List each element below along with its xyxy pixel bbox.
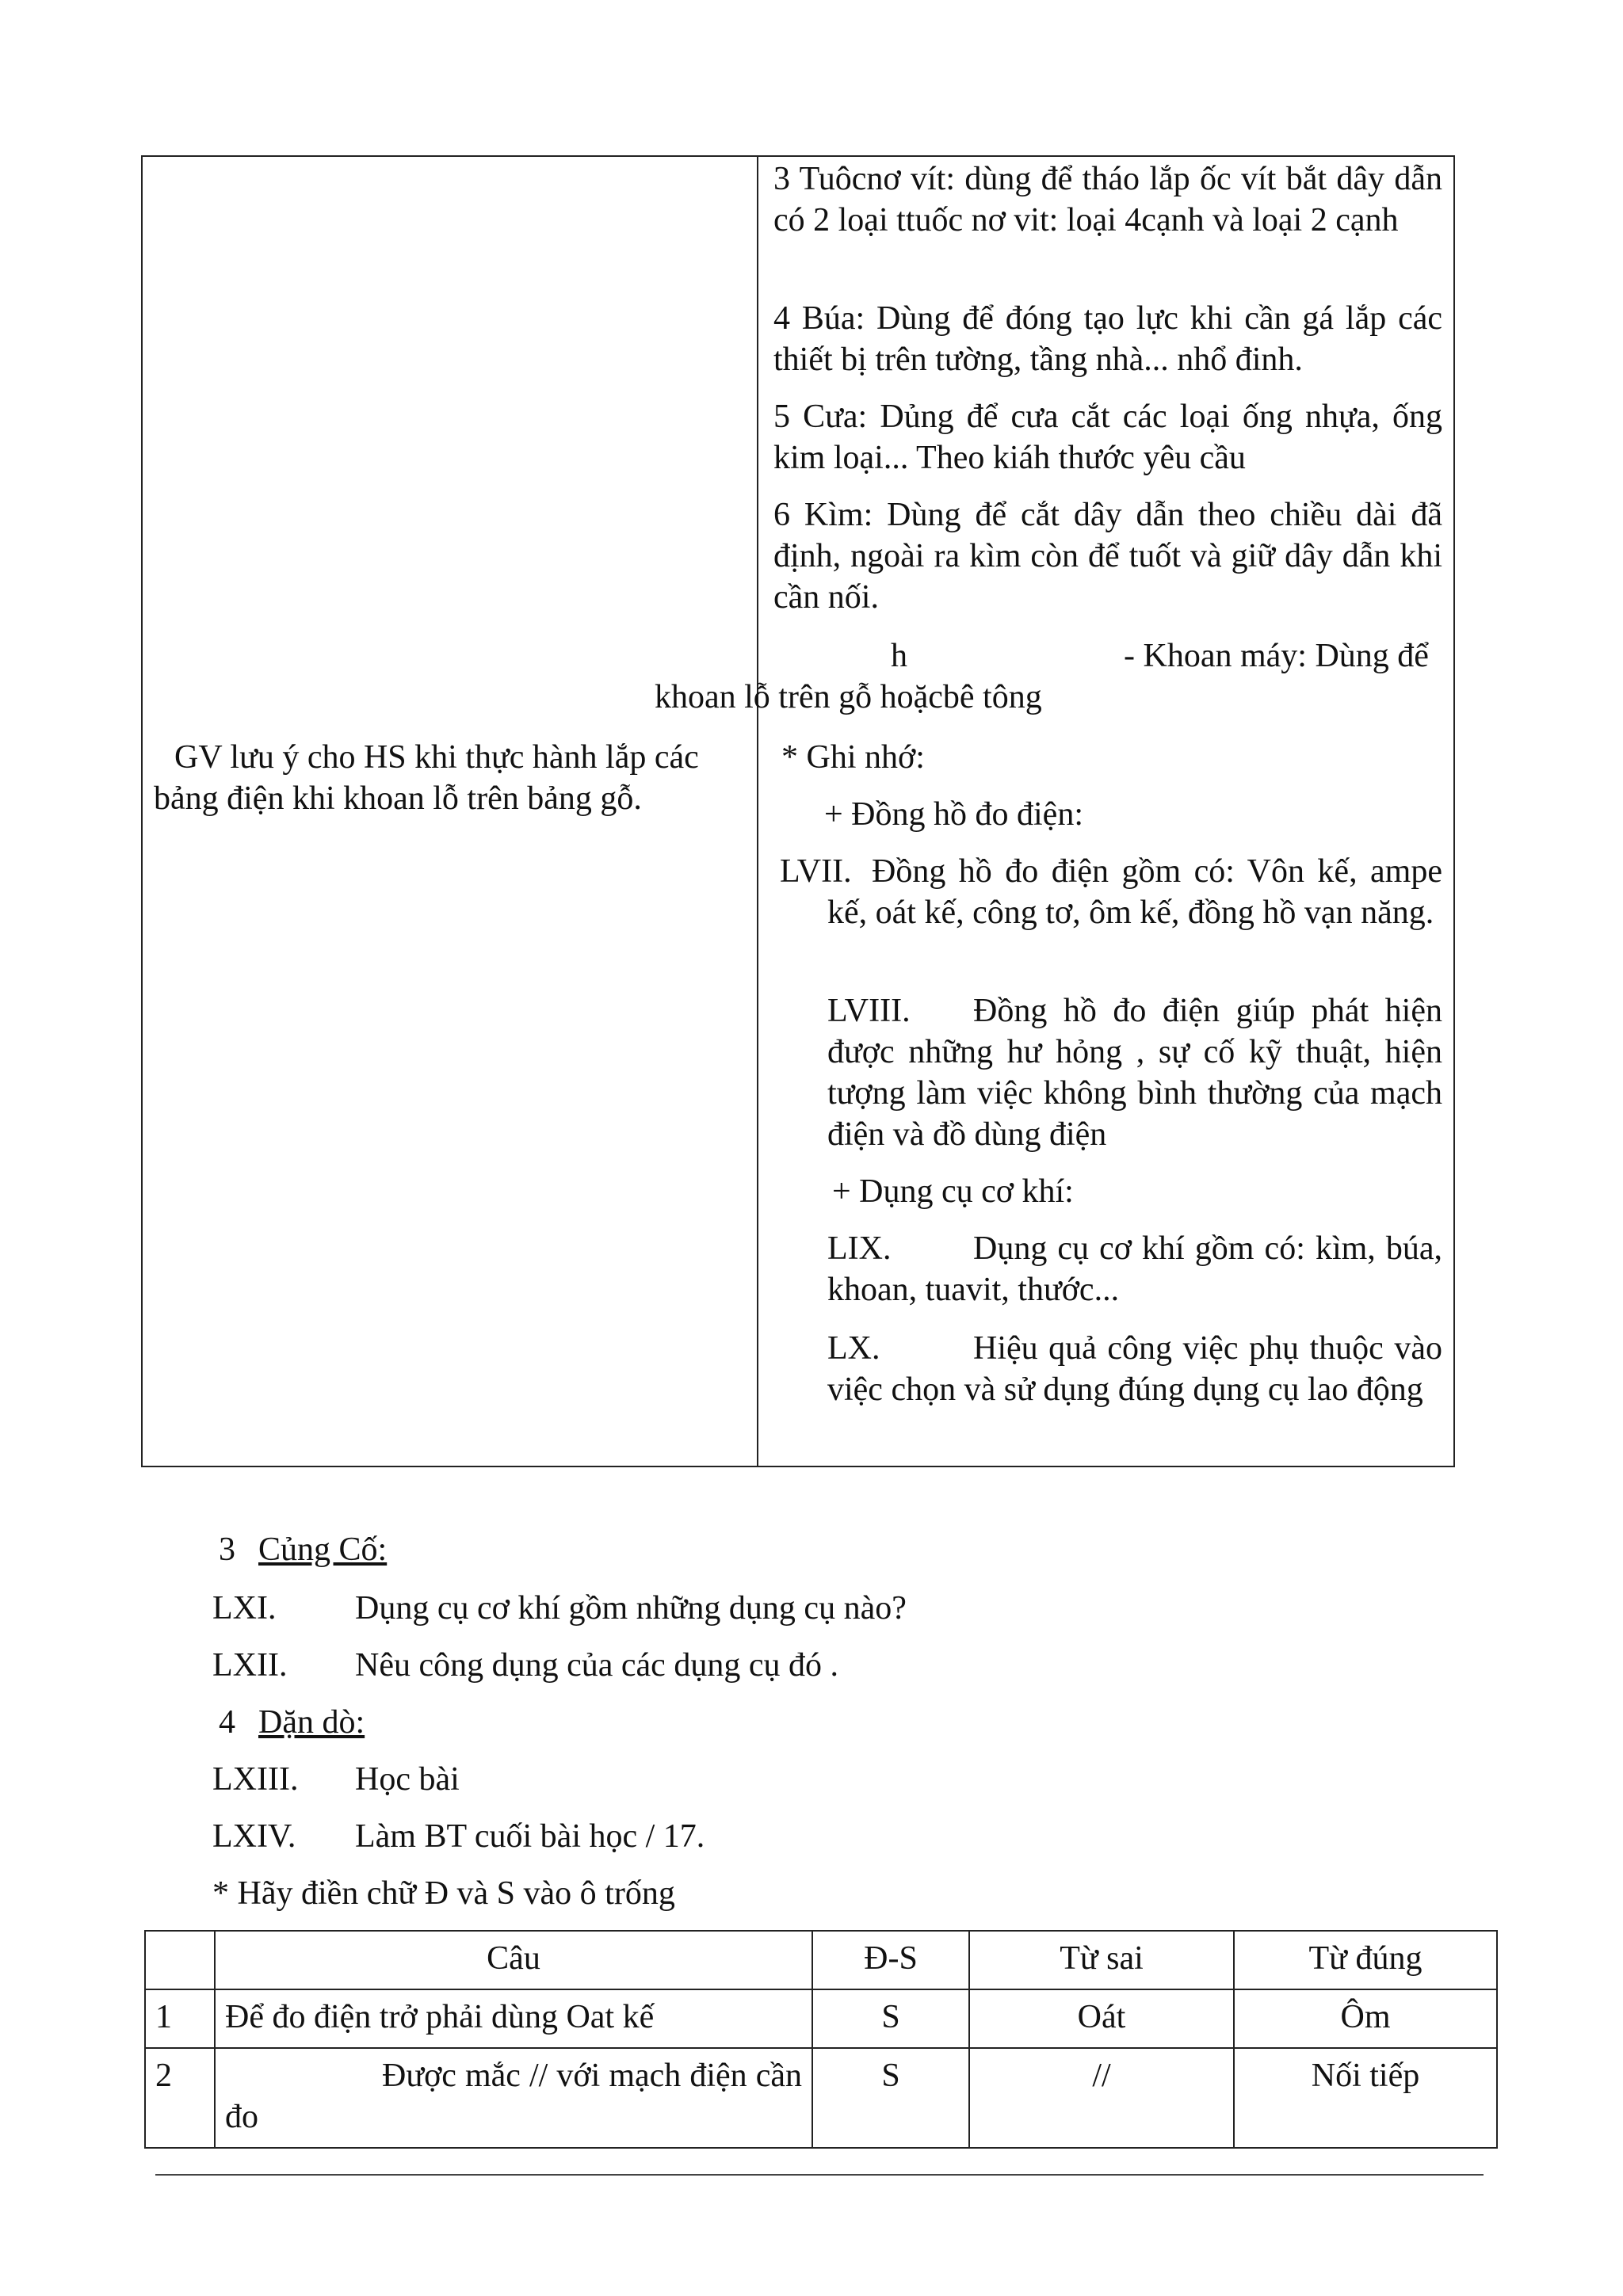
lvii-number: LVII. (780, 853, 852, 890)
row-wrong-word: Oát (969, 1989, 1234, 2048)
lviii-text: Đồng hồ đo điện giúp phát hiện được những hư hỏng , sự cố kỹ thuật, hiện tượng làm việc không bình thường của mạch điện và đồ dùng điện (827, 993, 1442, 1153)
lix-text: Dụng cụ cơ khí gồm có: kìm, búa, khoan, tuavit, thước... (827, 1230, 1442, 1308)
cung-co-number: 3 (219, 1531, 235, 1568)
lxiii-text: Học bài (355, 1761, 460, 1798)
lix-number: LIX. (827, 1230, 892, 1267)
header-wrong-word: Từ sai (969, 1931, 1234, 1989)
header-correct-word: Từ đúng (1234, 1931, 1497, 1989)
drill-text-line2: khoan lỗ trên gỗ hoặcbê tông (655, 679, 1042, 715)
lx-number: LX. (827, 1330, 880, 1367)
ghi-nho-heading: * Ghi nhớ: (781, 739, 925, 776)
header-index (145, 1931, 215, 1989)
tool-item-saw: 5 Cưa: Dủng để cưa cắt các loại ống nhựa, ống kim loại... Theo kiáh thước yêu cầu (773, 399, 1442, 476)
table-header-row (145, 1931, 1497, 1989)
tool-item-screwdriver: 3 Tuôcnơ vít: dùng để tháo lắp ốc vít bắt dây dẫn có 2 loại ttuốc nơ vit: loại 4cạnh và loại 2 cạnh (773, 161, 1442, 238)
meter-subheading: + Đồng hồ đo điện: (824, 796, 1083, 833)
table-row (145, 2048, 1497, 2148)
lxii-text: Nêu công dụng của các dụng cụ đó . (355, 1647, 838, 1684)
row-correct-word: Nối tiếp (1234, 2048, 1497, 2148)
exercise-instruction: * Hãy điền chữ Đ và S vào ô trống (212, 1875, 675, 1912)
dan-do-number: 4 (219, 1704, 235, 1741)
true-false-table (144, 1930, 1498, 2149)
lesson-table-divider (757, 155, 758, 1467)
footer-rule (155, 2174, 1484, 2176)
lxiv-text: Làm BT cuối bài học / 17. (355, 1818, 705, 1855)
row-index: 1 (145, 1989, 215, 2048)
lxiii-number: LXIII. (212, 1761, 299, 1798)
header-true-false: Đ-S (812, 1931, 969, 1989)
lxi-number: LXI. (212, 1590, 277, 1627)
row-question: Được mắc // với mạch điện cần đo (215, 2048, 812, 2148)
teacher-note: GV lưu ý cho HS khi thực hành lắp các bảng điện khi khoan lỗ trên bảng gỗ. (154, 739, 699, 817)
mech-subheading: + Dụng cụ cơ khí: (832, 1173, 1074, 1210)
drill-text-line1: - Khoan máy: Dùng để (1124, 638, 1429, 674)
cung-co-heading: Củng Cố: (258, 1531, 388, 1568)
lxi-text: Dụng cụ cơ khí gồm những dụng cụ nào? (355, 1590, 907, 1627)
table-row (145, 1989, 1497, 2048)
header-question: Câu (215, 1931, 812, 1989)
lviii-number: LVIII. (827, 993, 911, 1029)
row-correct-word: Ôm (1234, 1989, 1497, 2048)
stray-letter: h (891, 638, 907, 674)
lvii-text: Đồng hồ đo điện gồm có: Vôn kế, ampe kế, oát kế, công tơ, ôm kế, đồng hồ vạn năng. (827, 853, 1442, 931)
tool-item-hammer: 4 Búa: Dùng để đóng tạo lực khi cần gá lắp các thiết bị trên tường, tầng nhà... nhổ đinh. (773, 300, 1442, 378)
row-true-false: S (812, 1989, 969, 2048)
row-index: 2 (145, 2048, 215, 2148)
row-wrong-word: // (969, 2048, 1234, 2148)
lx-text: Hiệu quả công việc phụ thuộc vào việc chọn và sử dụng đúng dụng cụ lao động (827, 1330, 1442, 1408)
tool-item-pliers: 6 Kìm: Dùng để cắt dây dẫn theo chiều dài đã định, ngoài ra kìm còn để tuốt và giữ dây dẫn khi cần nối. (773, 497, 1442, 616)
row-true-false: S (812, 2048, 969, 2148)
lxii-number: LXII. (212, 1647, 288, 1684)
row-question: Để đo điện trở phải dùng Oat kế (215, 1989, 812, 2048)
dan-do-heading: Dặn dò: (258, 1704, 365, 1741)
lxiv-number: LXIV. (212, 1818, 296, 1855)
